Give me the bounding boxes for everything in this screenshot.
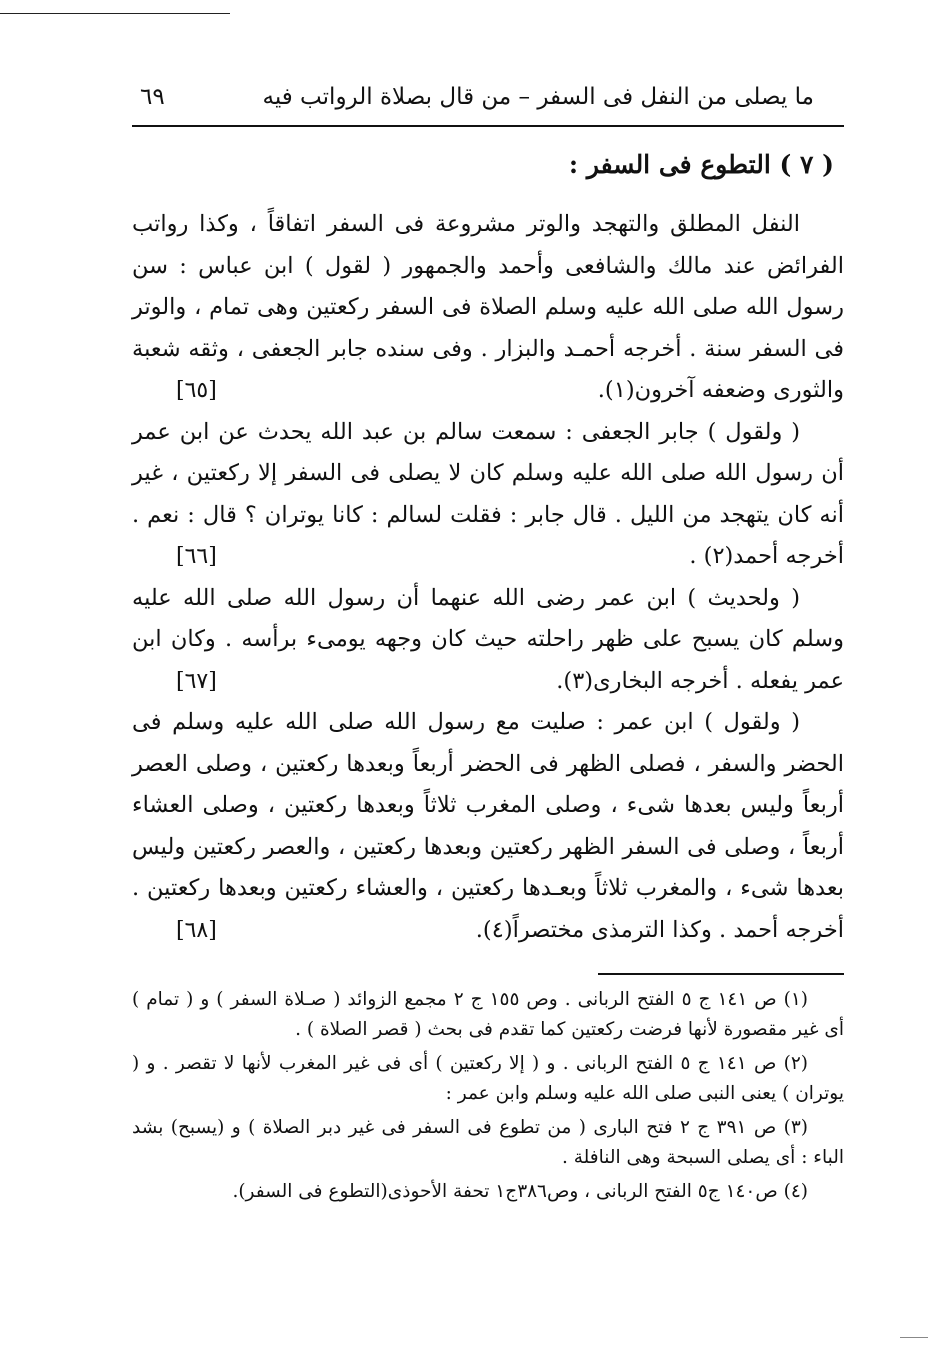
paragraph-text: ( ولقول ) ابن عمر : صليت مع رسول الله صلى الله عليه وسلم فى الحضر والسفر ، فصلى الظهر فى الحضر أربعاً وبعدها ركعتين ، وصلى العصر أربعاً وليس بعدها شىء ، وصلى المغرب ثلاثاً وبعدها ركعتين ، وصلى العشاء أربعاً ، وصلى فى السفر الظهر ركعتين وبعدها ركعتين ، والعصر ركعتين وليس بعدها شىء ، والمغرب ثلاثاً وبعـدها ركعتين ، والعشاء ركعتين وبعدها ركعتين . أخرجه أحمد . وكذا الترمذى مختصراً(٤). <box>132 709 844 943</box>
hadith-reference-number: [٦٥] <box>176 378 217 403</box>
footnotes <box>132 985 844 1207</box>
section-title: ( ٧ ) التطوع فى السفر : <box>568 150 834 179</box>
footnote-separator <box>598 973 844 975</box>
scan-top-edge-line <box>0 13 230 14</box>
paragraph-text: ( ولحديث ) ابن عمر رضى الله عنهما أن رسول الله صلى الله عليه وسلم كان يسبح على ظهر راحلته حيث كان وجهه يومىء برأسه . وكان ابن عمر يفعله . أخرجه البخارى(٣). <box>132 584 844 694</box>
footnote: (١) ص ١٤١ ج ٥ الفتح الربانى . وص ١٥٥ ج ٢ مجمع الزوائد ( صـلاة السفر ) و ( تمام ) أى غير مقصورة لأنها فرضت ركعتين كما تقدم فى بحث ( قصر الصلاة ) . <box>132 989 844 1040</box>
running-title: ما يصلى من النفل فى السفر – من قال بصلاة الرواتب فيه <box>262 84 814 110</box>
paragraph <box>132 412 844 578</box>
hadith-reference-number: [٦٦] <box>176 544 217 569</box>
paragraph <box>132 702 844 951</box>
hadith-reference-number: [٦٧] <box>176 668 217 694</box>
paragraph-text: ( ولقول ) جابر الجعفى : سمعت سالم بن عبد الله يحدث عن ابن عمر أن رسول الله صلى الله عليه وسلم كان لا يصلى فى السفر إلا ركعتين ، غير أنه كان يتهجد من الليل . قال جابر : فقلت لسالم : كانا يوتران ؟ قال : نعم . أخرجه أحمد(٢) . <box>132 418 844 569</box>
hadith-reference-number: [٦٨] <box>176 917 217 943</box>
header-rule <box>132 125 844 127</box>
paragraph <box>132 578 844 703</box>
paragraph-text: النفل المطلق والتهجد والوتر مشروعة فى السفر اتفاقاً ، وكذا رواتب الفرائض عند مالك والشافعى وأحمد والجمهور ( لقول ) ابن عباس : سن رسول الله صلى الله عليه وسلم الصلاة فى السفر ركعتين وهى تمام ، والوتر فى السفر سنة . أخرجه أحمـد والبزار . وفى سنده جابر الجعفى ، وثقه شعبة والثورى وضعفه آخرون(١). <box>132 211 844 403</box>
scan-bottom-edge-mark <box>900 1337 928 1338</box>
footnote: (٣) ص ٣٩١ ج ٢ فتح البارى ( من تطوع فى السفر فى غير دبر الصلاة ) و (يسبح) بشد الباء : أى يصلى السبحة وهى النافلة . <box>132 1117 844 1168</box>
footnote: (٤) ص١٤٠ ج٥ الفتح الربانى ، وص٣٨٦ج١ تحفة الأحوذى(التطوع فى السفر). <box>232 1181 808 1202</box>
body-text <box>132 204 844 951</box>
page-number: ٦٩ <box>140 84 165 110</box>
book-page <box>132 78 844 1211</box>
page-header <box>132 78 844 122</box>
paragraph <box>132 204 844 412</box>
footnote: (٢) ص ١٤١ ج ٥ الفتح الربانى . و ( إلا ركعتين ) أى فى غير المغرب لأنها لا تقصر . و ( يوتران ) يعنى النبى صلى الله عليه وسلم وابن عمر : <box>132 1053 844 1104</box>
